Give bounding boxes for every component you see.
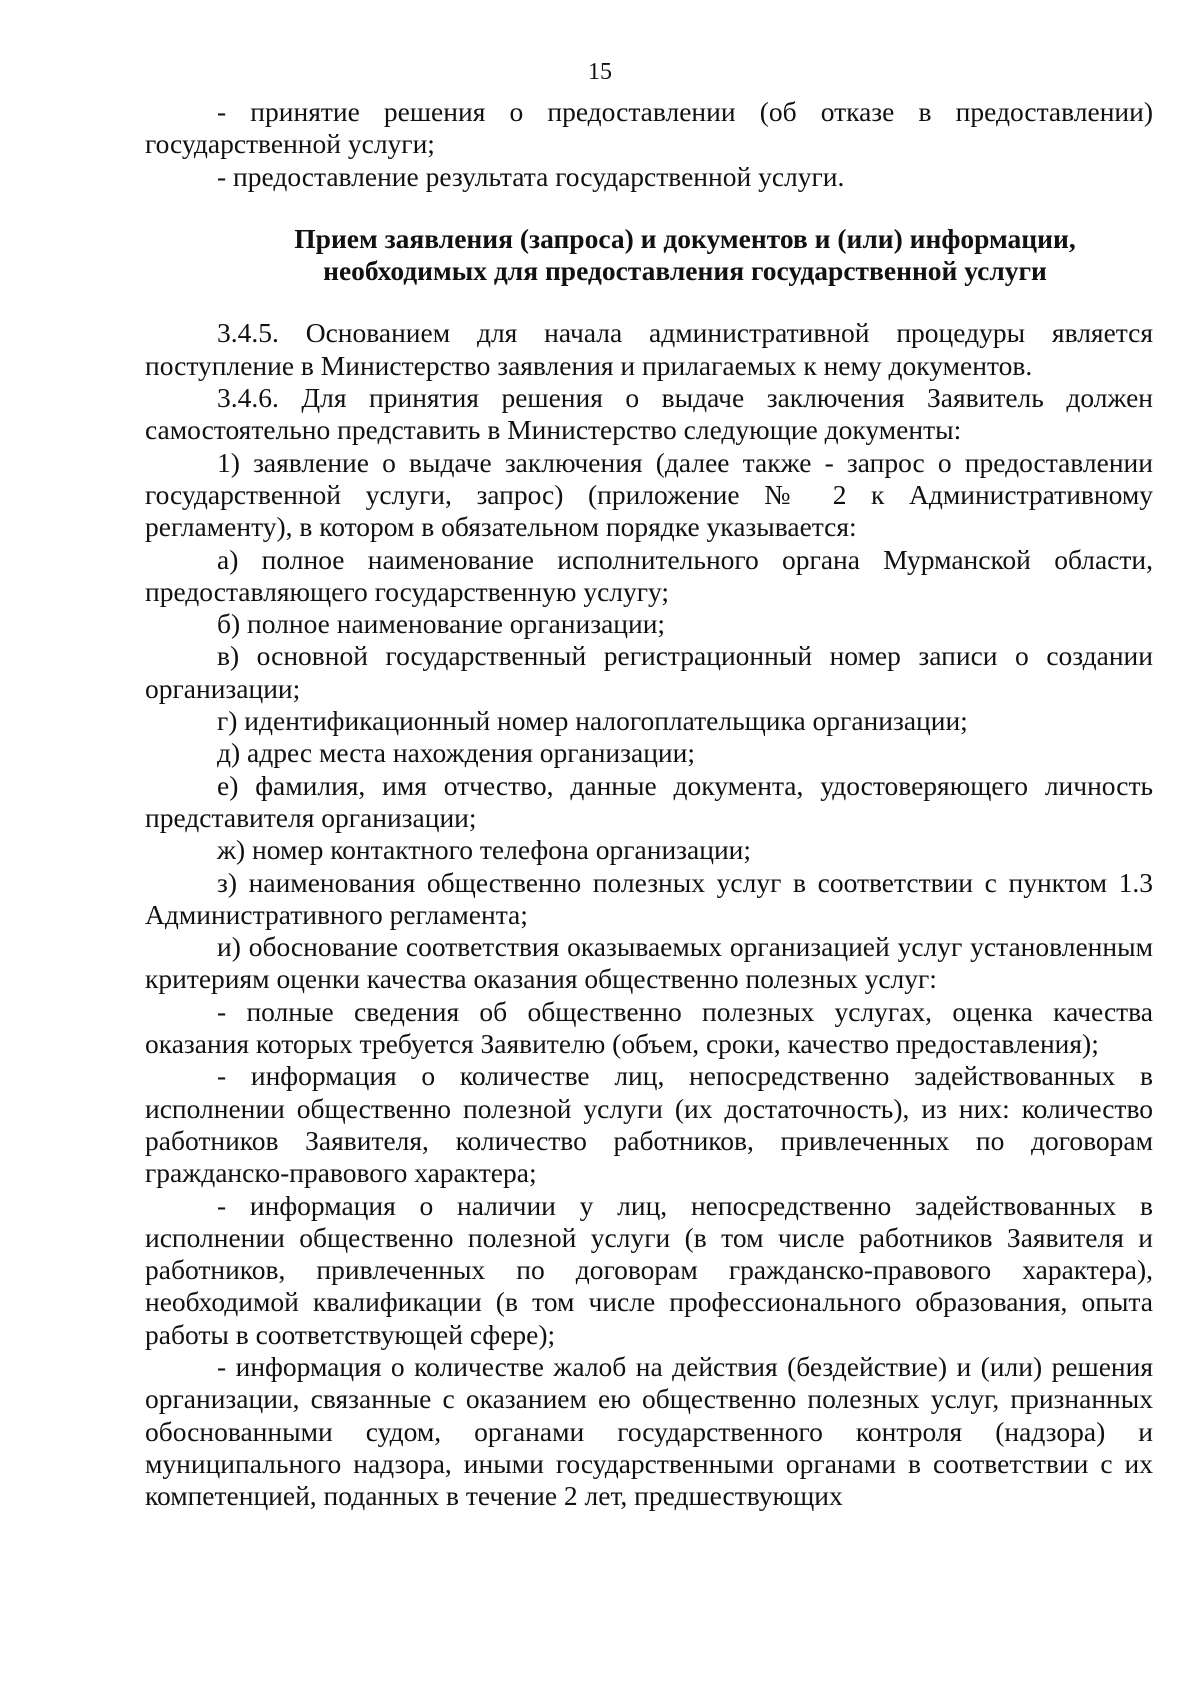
list-item: и) обоснование соответствия оказываемых организацией услуг установленным критериям оценки качества оказания общественно полезных услуг: [145,931,1153,995]
list-item: а) полное наименование исполнительного органа Мурманской области, предоставляющего государственную услугу; [145,543,1153,607]
bullet-item: - информация о количестве лиц, непосредственно задействованных в исполнении общественно полезной услуги (их достаточность), из них: количество работников Заявителя, количество работников, привлеченных по договорам гражданско-правового характера; [145,1060,1153,1189]
intro-item: - предоставление результата государственной услуги. [217,160,845,192]
section-heading-line: необходимых для предоставления государственной услуги [323,255,1047,287]
bullet-item: - полные сведения об общественно полезных услугах, оценка качества оказания которых требуется Заявителю (объем, сроки, качество предоставления); [145,995,1153,1060]
list-item: в) основной государственный регистрационный номер записи о создании организации; [145,640,1153,704]
intro-item: - принятие решения о предоставлении (об отказе в предоставлении) государственной услуги; [145,96,1153,160]
list-item: е) фамилия, имя отчество, данные документа, удостоверяющего личность представителя организации; [145,769,1153,833]
bullet-item: - информация о количестве жалоб на действия (бездействие) и (или) решения организации, связанные с оказанием ею общественно полезных услуг, признанных обоснованными судом, органами государственного контроля (надзора) и муниципального надзора, иными государственными органами в соответствии с их компетенцией, поданных в течение 2 лет, предшествующих [145,1350,1153,1512]
bullet-item: - информация о наличии у лиц, непосредственно задействованных в исполнении общественно полезной услуги (в том числе работников Заявителя и работников, привлеченных по договорам гражданско-правового характера), необходимой квалификации (в том числе профессионального образования, опыта работы в соответствующей сфере); [145,1189,1153,1350]
list-item: ж) номер контактного телефона организации; [217,834,752,866]
paragraph: 3.4.5. Основанием для начала административной процедуры является поступление в Министерство заявления и прилагаемых к нему документов. [145,317,1153,381]
page-number: 15 [588,59,612,85]
list-item: г) идентификационный номер налогоплательщика организации; [217,705,968,737]
list-item: 1) заявление о выдаче заключения (далее также - запрос о предоставлении государственной услуги, запрос) (приложение № 2 к Административному регламенту), в котором в обязательном порядке указывается: [145,446,1153,543]
list-item: з) наименования общественно полезных услуг в соответствии с пунктом 1.3 Административного регламента; [145,866,1153,930]
document-body [145,96,1153,1512]
section-heading [145,223,1153,288]
section-heading-line: Прием заявления (запроса) и документов и (или) информации, [294,222,1076,254]
list-item: б) полное наименование организации; [217,608,666,640]
paragraph: 3.4.6. Для принятия решения о выдаче заключения Заявитель должен самостоятельно представить в Министерство следующие документы: [145,382,1153,446]
list-item: д) адрес места нахождения организации; [217,737,696,769]
